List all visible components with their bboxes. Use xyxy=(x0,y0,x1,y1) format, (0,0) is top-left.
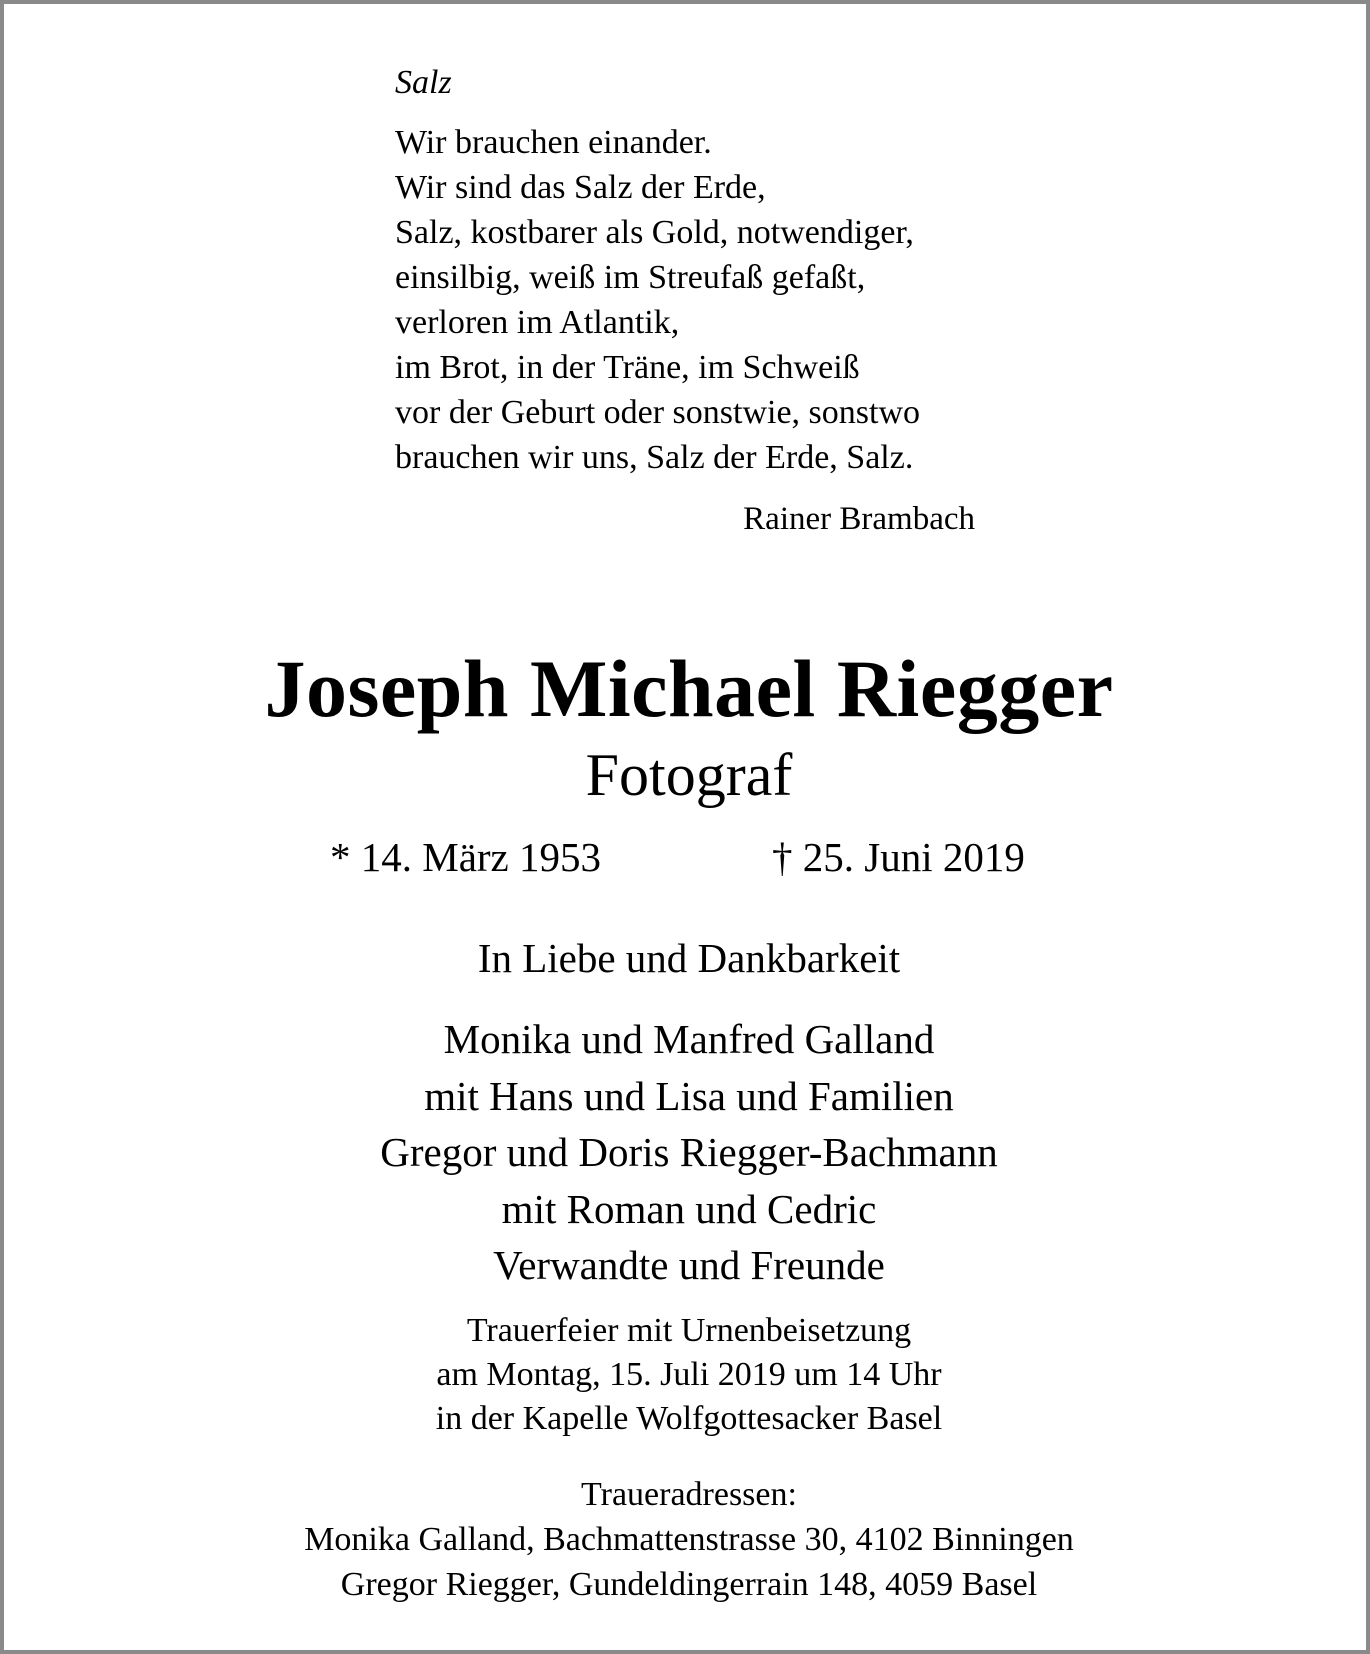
mourner-line: Gregor und Doris Riegger-Bachmann xyxy=(380,1129,998,1175)
poem-line: verloren im Atlantik, xyxy=(395,304,680,341)
mourner-line: mit Hans und Lisa und Familien xyxy=(424,1072,954,1119)
mourner-line: Monika und Manfred Galland xyxy=(443,1016,935,1062)
address-line: Gregor Riegger, Gundeldingerrain 148, 4059 Basel xyxy=(340,1566,1038,1603)
poem-line: brauchen wir uns, Salz der Erde, Salz. xyxy=(395,439,914,476)
poem-author: Rainer Brambach xyxy=(743,501,975,537)
ceremony-line: in der Kapelle Wolfgottesacker Basel xyxy=(435,1400,943,1437)
mourner-line: Verwandte und Freunde xyxy=(493,1242,885,1288)
poem-line: Salz, kostbarer als Gold, notwendiger, xyxy=(395,214,914,251)
mourner-line: mit Roman und Cedric xyxy=(501,1185,877,1232)
addresses-heading: Traueradressen: xyxy=(581,1476,797,1513)
poem-title: Salz xyxy=(395,64,452,101)
poem-line: im Brot, in der Träne, im Schweiß xyxy=(395,349,860,386)
birth-date: * 14. März 1953 xyxy=(330,834,602,880)
deceased-profession: Fotograf xyxy=(585,742,793,808)
ceremony-line: Trauerfeier mit Urnenbeisetzung xyxy=(466,1312,912,1349)
mourning-addresses xyxy=(4,1472,1370,1607)
poem-line: Wir sind das Salz der Erde, xyxy=(395,169,766,206)
poem-line: Wir brauchen einander. xyxy=(395,124,712,161)
ceremony-info xyxy=(4,1309,1370,1441)
poem-body xyxy=(395,120,975,480)
death-date: † 25. Juni 2019 xyxy=(772,834,1025,880)
poem-line: einsilbig, weiß im Streufaß gefaßt, xyxy=(395,259,866,296)
deceased-name: Joseph Michael Riegger xyxy=(264,643,1114,734)
life-dates xyxy=(4,830,1370,884)
poem xyxy=(395,60,975,542)
poem-line: vor der Geburt oder sonstwie, sonstwo xyxy=(395,394,921,431)
mourners-list xyxy=(4,1011,1370,1294)
dedication: In Liebe und Dankbarkeit xyxy=(477,935,901,981)
address-line: Monika Galland, Bachmattenstrasse 30, 4102 Binningen xyxy=(304,1521,1074,1558)
ceremony-line: am Montag, 15. Juli 2019 um 14 Uhr xyxy=(436,1356,942,1393)
